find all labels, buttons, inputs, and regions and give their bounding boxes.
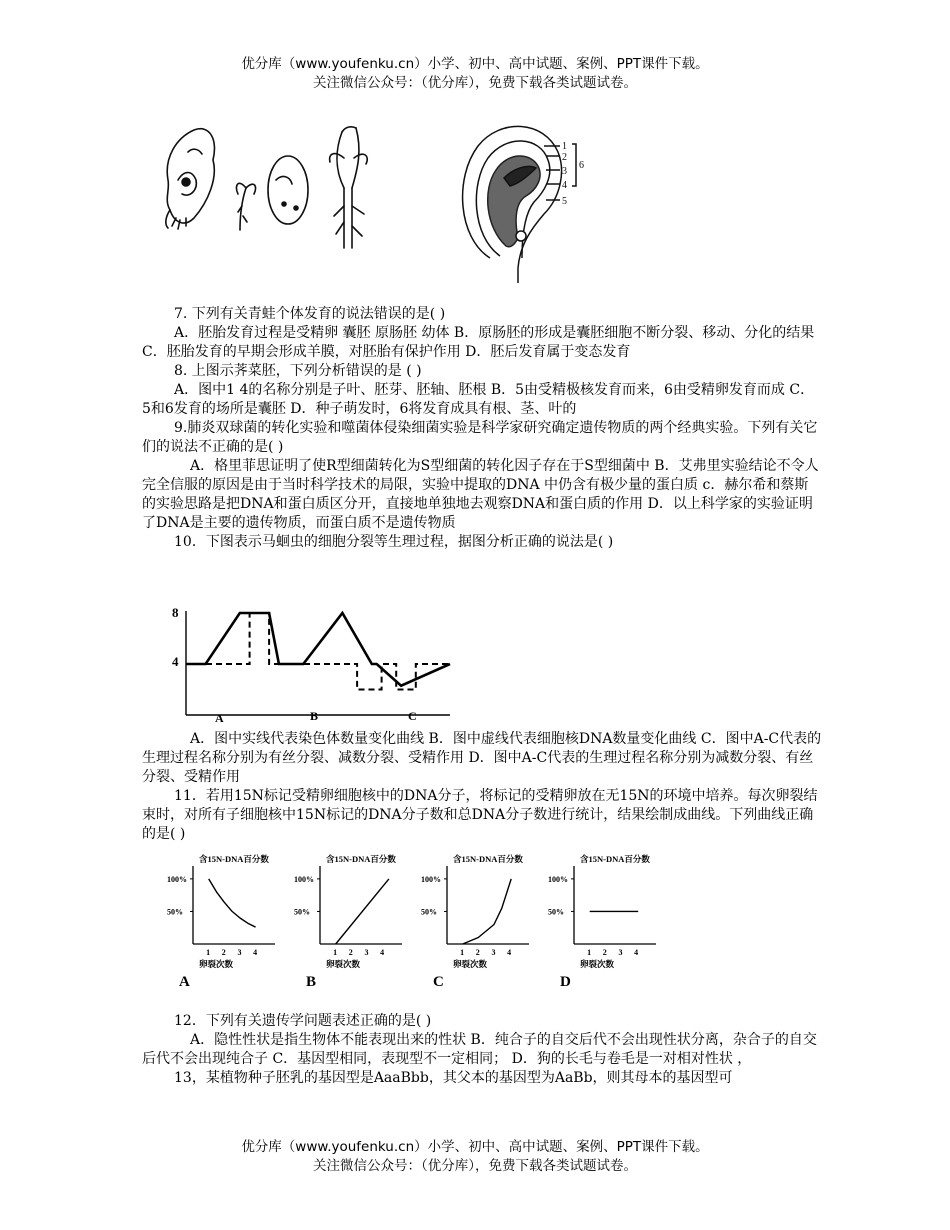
q11-stem: 11．若用15N标记受精卵细胞核中的DNA分子，将标记的受精卵放在无15N的环境中培养。每次卵裂结束时，对所有子细胞核中15N标记的DNA分子数和总DNA分子数进行统计，结果绘制成曲线。下列曲线正确的是( ) bbox=[142, 788, 818, 842]
embryo-label-5: 5 bbox=[562, 196, 567, 207]
q11-xtick: 2 bbox=[221, 948, 226, 957]
q10-ytick-4: 4 bbox=[172, 654, 179, 669]
q11-ytick: 50% bbox=[548, 907, 564, 917]
q11-xtick: 4 bbox=[253, 948, 258, 957]
q12-options: A．隐性性状是指生物体不能表现出来的性状 B．纯合子的自交后代不会出现性状分离，杂合子的自交后代不会出现纯合子 C．基因型相同，表现型不一定相同； D．狗的长毛与卷毛是一对相对性状 ， bbox=[142, 1032, 817, 1067]
q11-panel-a bbox=[165, 852, 285, 990]
q10-ytick-8: 8 bbox=[172, 605, 179, 620]
q11-ytick: 100% bbox=[421, 874, 441, 884]
q11-curve bbox=[463, 879, 512, 944]
questions-12-13 bbox=[142, 1012, 822, 1088]
q11-panel-label: B bbox=[306, 974, 317, 990]
q7-options: A．胚胎发育过程是受精卵 囊胚 原肠胚 幼体 B．原肠胚的形成是囊胚细胞不断分裂、移动、分化的结果 C．胚胎发育的早期会形成羊膜，对胚胎有保护作用 D．胚后发育属于变态发育 bbox=[142, 325, 815, 360]
q9-options: A．格里菲思证明了使R型细菌转化为S型细菌的转化因子存在于S型细菌中 B．艾弗里实验结论不令人完全信服的原因是由于当时科学技术的局限，实验中提取的DNA 中仍含有极少量的蛋白质 c．赫尔希和蔡斯的实验思路是把DNA和蛋白质区分开，直接地单独地去观察DNA和蛋白质的作用 D．以上科学家的实验证明了DNA是主要的遗传物质，而蛋白质不是遗传物质 bbox=[142, 458, 819, 531]
q10-solid-series bbox=[186, 613, 450, 686]
q13-stem: 13，某植物种子胚乳的基因型是AaaBbb，其父本的基因型为AaBb，则其母本的基因型可 bbox=[174, 1070, 733, 1086]
ovule-sketch bbox=[166, 129, 215, 229]
q11-xtick: 1 bbox=[460, 948, 465, 957]
q10-chart bbox=[168, 603, 453, 728]
q11-ytick: 50% bbox=[421, 907, 437, 917]
q11-panel-label: C bbox=[433, 974, 444, 990]
q11-xlabel: 卵裂次数 bbox=[580, 959, 615, 969]
q11-ytick: 100% bbox=[294, 874, 314, 884]
embryo-label-1: 1 bbox=[562, 141, 567, 152]
q11-curve bbox=[209, 879, 256, 927]
q7-stem: 7. 下列有关青蛙个体发育的说法错误的是( ) bbox=[174, 306, 446, 322]
q8-options: A．图中1 4的名称分别是子叶、胚芽、胚轴、胚根 B．5由受精极核发育而来，6由受精卵发育而成 C．5和6发育的场所是囊胚 D．种子萌发时，6将发育成具有根、茎、叶的 bbox=[142, 382, 815, 417]
embryo-label-6: 6 bbox=[579, 160, 584, 171]
q11-xtick: 3 bbox=[491, 948, 496, 957]
q11-xlabel: 卵裂次数 bbox=[453, 959, 488, 969]
footer-line-1: 优分库（www.youfenku.cn）小学、初中、高中试题、案例、PPT课件下载。 bbox=[241, 1139, 709, 1155]
q11-xtick: 2 bbox=[475, 948, 480, 957]
mature-seedling-sketch bbox=[330, 127, 368, 248]
page-header bbox=[0, 55, 950, 93]
q11-xtick: 3 bbox=[237, 948, 242, 957]
q11-xtick: 4 bbox=[634, 948, 639, 957]
q11-panel-label: A bbox=[179, 974, 190, 990]
q11-panel-c bbox=[419, 852, 539, 990]
embryo-label-4: 4 bbox=[562, 180, 567, 191]
q11-ylabel: 含15N-DNA百分数 bbox=[326, 854, 396, 864]
questions-10-11 bbox=[142, 730, 822, 844]
q11-xlabel: 卵裂次数 bbox=[199, 959, 234, 969]
q11-xtick: 1 bbox=[206, 948, 211, 957]
q10-stem: 10．下图表示马蛔虫的细胞分裂等生理过程，据图分析正确的说法是( ) bbox=[174, 534, 614, 550]
q11-xtick: 1 bbox=[587, 948, 592, 957]
q11-xtick: 3 bbox=[618, 948, 623, 957]
q11-panel-b bbox=[292, 852, 412, 990]
q11-xlabel: 卵裂次数 bbox=[326, 959, 361, 969]
header-line-2: 关注微信公众号：（优分库），免费下载各类试题试卷。 bbox=[313, 75, 637, 91]
q11-xtick: 4 bbox=[507, 948, 512, 957]
q11-ylabel: 含15N-DNA百分数 bbox=[580, 854, 650, 864]
q11-ylabel: 含15N-DNA百分数 bbox=[199, 854, 269, 864]
q11-xtick: 2 bbox=[348, 948, 353, 957]
plant-development-figure bbox=[158, 118, 383, 253]
q11-options-charts bbox=[165, 852, 685, 992]
seed-sketch bbox=[268, 156, 308, 224]
q11-ytick: 50% bbox=[294, 907, 310, 917]
q12-stem: 12．下列有关遗传学问题表述正确的是( ) bbox=[174, 1013, 432, 1029]
q9-stem: 9.肺炎双球菌的转化实验和噬菌体侵染细菌实验是科学家研究确定遗传物质的两个经典实验。下列有关它们的说法不正确的是( ) bbox=[142, 420, 818, 455]
questions-7-9 bbox=[142, 305, 822, 552]
q11-ytick: 100% bbox=[167, 874, 187, 884]
q10-xlabel-b: B bbox=[310, 709, 319, 723]
footer-line-2: 关注微信公众号：（优分库），免费下载各类试题试卷。 bbox=[313, 1158, 637, 1174]
page-footer bbox=[0, 1138, 950, 1176]
q10-dashed-series bbox=[186, 613, 450, 690]
q11-panel-d bbox=[546, 852, 666, 990]
q10-xlabel-a: A bbox=[215, 711, 224, 725]
q11-curve bbox=[336, 879, 389, 944]
q10-options: A．图中实线代表染色体数量变化曲线 B．图中虚线代表细胞核DNA数量变化曲线 C．图中A-C代表的生理过程名称分别为有丝分裂、减数分裂、受精作用 D．图中A-C代表的生理过程名称分别为减数分裂、有丝分裂、受精作用 bbox=[142, 731, 822, 785]
q11-xtick: 4 bbox=[380, 948, 385, 957]
zygote bbox=[516, 231, 526, 241]
q11-ytick: 100% bbox=[548, 874, 568, 884]
embryo-label-3: 3 bbox=[562, 166, 567, 177]
q10-xlabel-c: C bbox=[408, 709, 417, 723]
q11-panel-label: D bbox=[560, 974, 571, 990]
embryo-figure bbox=[448, 118, 598, 288]
q11-ylabel: 含15N-DNA百分数 bbox=[453, 854, 523, 864]
header-line-1: 优分库（www.youfenku.cn）小学、初中、高中试题、案例、PPT课件下载。 bbox=[241, 56, 709, 72]
young-seedling-sketch bbox=[236, 183, 255, 230]
q11-ytick: 50% bbox=[167, 907, 183, 917]
q8-stem: 8. 上图示荠菜胚，下列分析错误的是 ( ) bbox=[174, 363, 422, 379]
q11-xtick: 2 bbox=[602, 948, 607, 957]
q11-xtick: 3 bbox=[364, 948, 369, 957]
embryo-label-2: 2 bbox=[562, 152, 567, 163]
q11-xtick: 1 bbox=[333, 948, 338, 957]
